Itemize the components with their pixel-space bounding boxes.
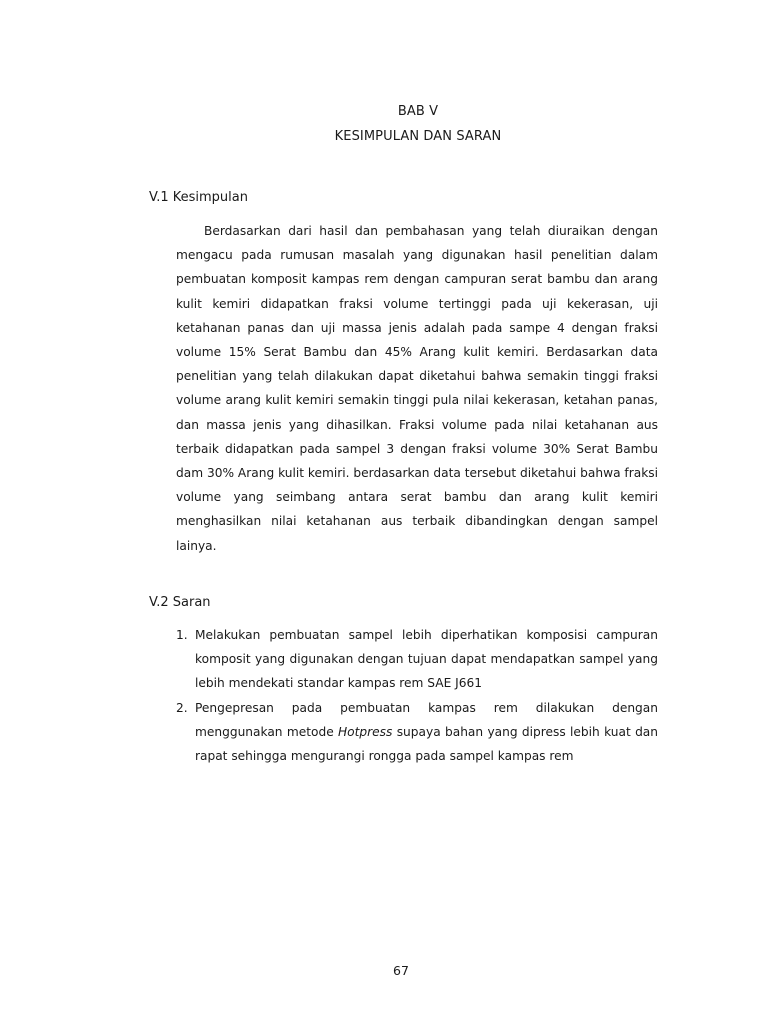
list-item-number: 2.: [176, 700, 188, 715]
kesimpulan-paragraph: Berdasarkan dari hasil dan pembahasan yang telah diuraikan dengan mengacu pada rumusan masalah yang digunakan hasil penelitian dalam pembuatan komposit kampas rem dengan campuran serat bambu dan arang kulit kemiri didapatkan fraksi volume tertinggi pada uji kekerasan, uji ketahanan panas dan uji massa jenis adalah pada sampe 4 dengan fraksi volume 15% Serat Bambu dan 45% Arang kulit kemiri. Berdasarkan data penelitian yang telah dilakukan dapat diketahui bahwa semakin tinggi fraksi volume arang kulit kemiri semakin tinggi pula nilai kekerasan, ketahan panas, dan massa jenis yang dihasilkan. Fraksi volume pada nilai ketahanan aus terbaik didapatkan pada sampel 3 dengan fraksi volume 30% Serat Bambu dam 30% Arang kulit kemiri. berdasarkan data tersebut diketahui bahwa fraksi volume yang seimbang antara serat bambu dan arang kulit kemiri menghasilkan nilai ketahanan aus terbaik dibandingkan dengan sampel lainya.: [176, 224, 658, 553]
saran-list: [176, 623, 658, 768]
list-item-text-italic: Hotpress: [338, 724, 393, 739]
list-item-text: Melakukan pembuatan sampel lebih diperhatikan komposisi campuran komposit yang digunakan dengan tujuan dapat mendapatkan sampel yang lebih mendekati standar kampas rem SAE J661: [195, 628, 658, 691]
list-item-text-before: Pengepresan pada pembuatan kampas rem dilakukan dengan menggunakan metode: [195, 700, 658, 739]
list-item-text-after: supaya bahan yang dipress lebih kuat dan rapat sehingga mengurangi rongga pada sampel kampas rem: [195, 724, 658, 764]
section-heading-saran: V.2 Saran: [149, 595, 211, 610]
list-item: [176, 696, 658, 769]
chapter-number: BAB V: [397, 104, 439, 119]
page-number: 67: [393, 963, 409, 978]
list-item-number: 1.: [176, 628, 188, 642]
chapter-title: KESIMPULAN DAN SARAN: [334, 129, 502, 144]
section-heading-kesimpulan: V.1 Kesimpulan: [149, 190, 248, 205]
list-item: [176, 623, 658, 696]
